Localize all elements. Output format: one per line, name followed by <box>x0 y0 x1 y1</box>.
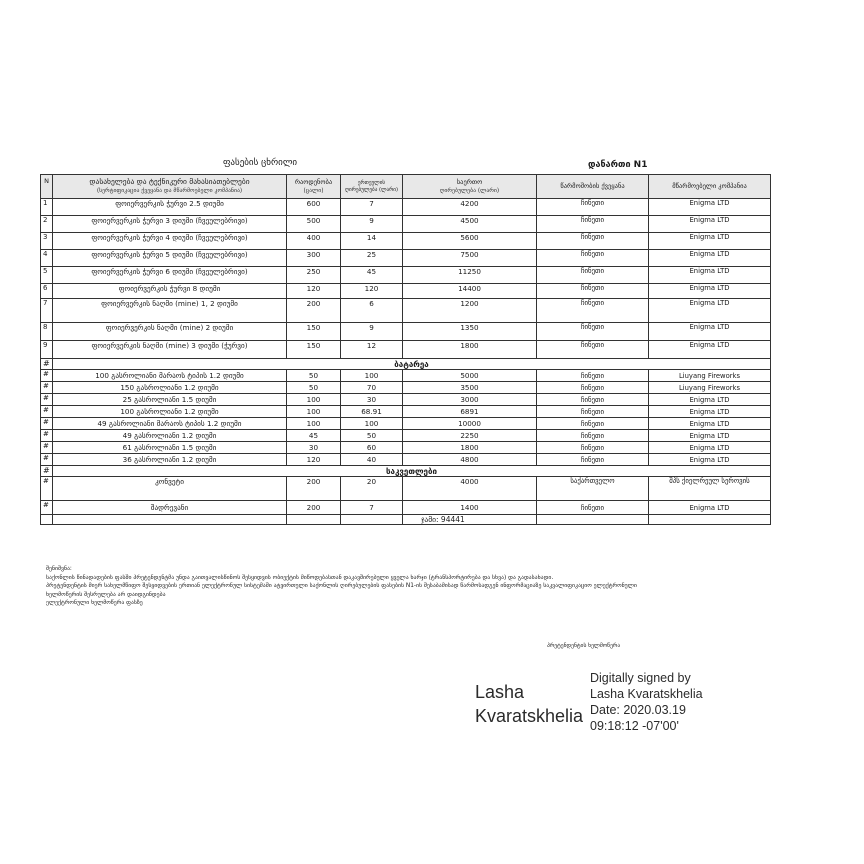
item-description: 61 გასროლიანი 1.5 დიუმი <box>53 442 287 454</box>
item-total-price: 3500 <box>403 382 537 394</box>
item-manufacturer: Enigma LTD <box>649 341 771 359</box>
item-total-price: 5000 <box>403 370 537 382</box>
table-row <box>41 250 771 267</box>
item-manufacturer: Enigma LTD <box>649 406 771 418</box>
notes-block <box>46 565 806 608</box>
item-country: ჩინეთი <box>537 406 649 418</box>
item-total-price: 7500 <box>403 250 537 267</box>
item-description: 49 გასროლიანი მარაოს ტიპის 1.2 დიუმი <box>53 418 287 430</box>
item-unit-price: 60 <box>341 442 403 454</box>
digital-signature-info: Digitally signed by Lasha Kvaratskhelia Date: 2020.03.19 09:18:12 -07'00' <box>590 671 703 733</box>
table-row <box>41 284 771 299</box>
item-quantity: 200 <box>287 477 341 501</box>
item-country: ჩინეთი <box>537 370 649 382</box>
item-unit-price: 7 <box>341 501 403 515</box>
row-number: 5 <box>41 267 53 284</box>
item-total-price: 11250 <box>403 267 537 284</box>
table-group-shells <box>41 199 771 359</box>
item-quantity: 150 <box>287 341 341 359</box>
item-description: ფოიერვერკის ჭურვი 3 დიუმი (ჩვეულებრივი) <box>53 216 287 233</box>
row-number: # <box>41 418 53 430</box>
item-description: 25 გასროლიანი 1.5 დიუმი <box>53 394 287 406</box>
item-quantity: 500 <box>287 216 341 233</box>
item-country: ჩინეთი <box>537 267 649 284</box>
item-quantity: 250 <box>287 267 341 284</box>
item-description: ფოიერვერკის ჭურვი 4 დიუმი (ჩვეულებრივი) <box>53 233 287 250</box>
table-row <box>41 382 771 394</box>
item-unit-price: 100 <box>341 370 403 382</box>
row-number: 9 <box>41 341 53 359</box>
item-quantity: 120 <box>287 284 341 299</box>
item-total-price: 4500 <box>403 216 537 233</box>
item-quantity: 100 <box>287 406 341 418</box>
item-country: ჩინეთი <box>537 199 649 216</box>
item-manufacturer: Enigma LTD <box>649 394 771 406</box>
section-row: # ბატარეა <box>41 359 771 370</box>
item-manufacturer: Enigma LTD <box>649 284 771 299</box>
item-country: ჩინეთი <box>537 233 649 250</box>
price-table <box>40 174 771 525</box>
item-total-price: 1350 <box>403 323 537 341</box>
item-unit-price: 45 <box>341 267 403 284</box>
row-number: 1 <box>41 199 53 216</box>
item-quantity: 120 <box>287 454 341 466</box>
item-unit-price: 12 <box>341 341 403 359</box>
item-country: ჩინეთი <box>537 418 649 430</box>
item-manufacturer: Enigma LTD <box>649 501 771 515</box>
item-unit-price: 9 <box>341 216 403 233</box>
item-total-price: 4000 <box>403 477 537 501</box>
item-quantity: 100 <box>287 394 341 406</box>
item-total-price: 4800 <box>403 454 537 466</box>
item-quantity: 300 <box>287 250 341 267</box>
table-row <box>41 233 771 250</box>
item-description: ფოიერვერკის ნაღმი (mine) 1, 2 დიუმი <box>53 299 287 323</box>
item-country: ჩინეთი <box>537 442 649 454</box>
notes-line: ელექტრონული ხელმოწერა ფასზე <box>46 600 143 607</box>
column-header-n: N <box>41 175 53 199</box>
item-country: ჩინეთი <box>537 284 649 299</box>
item-unit-price: 14 <box>341 233 403 250</box>
item-manufacturer: Enigma LTD <box>649 454 771 466</box>
row-number: 7 <box>41 299 53 323</box>
item-country: ჩინეთი <box>537 250 649 267</box>
item-country: ჩინეთი <box>537 323 649 341</box>
item-description: 100 გასროლიანი მარაოს ტიპის 1.2 დიუმი <box>53 370 287 382</box>
column-header-country: წარმოშობის ქვეყანა <box>537 175 649 199</box>
section-title-batteries: ბატარეა <box>53 359 771 370</box>
table-row <box>41 454 771 466</box>
item-unit-price: 9 <box>341 323 403 341</box>
item-manufacturer: Enigma LTD <box>649 267 771 284</box>
item-total-price: 10000 <box>403 418 537 430</box>
row-number: 8 <box>41 323 53 341</box>
item-total-price: 3000 <box>403 394 537 406</box>
item-unit-price: 30 <box>341 394 403 406</box>
table-row <box>41 477 771 501</box>
item-total-price: 6891 <box>403 406 537 418</box>
item-unit-price: 68.91 <box>341 406 403 418</box>
item-description: ფოიერვერკის ჭურვი 2.5 დიუმი <box>53 199 287 216</box>
grand-total: ჯამი: 94441 <box>403 515 537 525</box>
item-manufacturer: Enigma LTD <box>649 216 771 233</box>
column-header-quantity: რაოდენობა (ცალი) <box>287 175 341 199</box>
row-number: 2 <box>41 216 53 233</box>
row-number: # <box>41 442 53 454</box>
item-country: ჩინეთი <box>537 430 649 442</box>
column-header-unit-price: ერთეულის ღირებულება (ლარი) <box>341 175 403 199</box>
item-total-price: 14400 <box>403 284 537 299</box>
table-row <box>41 418 771 430</box>
row-number: 6 <box>41 284 53 299</box>
row-number: # <box>41 430 53 442</box>
item-country: ჩინეთი <box>537 454 649 466</box>
column-header-total-price: საერთო ღირებულება (ლარი) <box>403 175 537 199</box>
item-manufacturer: Enigma LTD <box>649 323 771 341</box>
item-country: ჩინეთი <box>537 341 649 359</box>
item-total-price: 2250 <box>403 430 537 442</box>
item-description: ფოიერვერკის ნაღმი (mine) 2 დიუმი <box>53 323 287 341</box>
item-quantity: 600 <box>287 199 341 216</box>
item-description: 100 გასროლიანი 1.2 დიუმი <box>53 406 287 418</box>
item-total-price: 1800 <box>403 341 537 359</box>
table-row <box>41 267 771 284</box>
row-number: # <box>41 394 53 406</box>
table-row <box>41 216 771 233</box>
item-country: ჩინეთი <box>537 216 649 233</box>
item-total-price: 1400 <box>403 501 537 515</box>
row-number: # <box>41 477 53 501</box>
table-section-accessories <box>41 466 771 477</box>
column-header-manufacturer: მწარმოებელი კომპანია <box>649 175 771 199</box>
table-group-batteries <box>41 370 771 466</box>
signer-label: პრეტენდენტის ხელმოწერა <box>547 643 621 649</box>
section-row: # საკვეთლები <box>41 466 771 477</box>
item-quantity: 50 <box>287 382 341 394</box>
table-row <box>41 370 771 382</box>
item-unit-price: 50 <box>341 430 403 442</box>
item-quantity: 200 <box>287 299 341 323</box>
item-description: ფოიერვერკის ჭურვი 6 დიუმი (ჩვეულებრივი) <box>53 267 287 284</box>
item-manufacturer: Enigma LTD <box>649 233 771 250</box>
item-unit-price: 6 <box>341 299 403 323</box>
item-description: 150 გასროლიანი 1.2 დიუმი <box>53 382 287 394</box>
item-unit-price: 25 <box>341 250 403 267</box>
table-row <box>41 394 771 406</box>
item-quantity: 50 <box>287 370 341 382</box>
table-header-row <box>41 175 771 199</box>
row-number: # <box>41 501 53 515</box>
item-total-price: 1800 <box>403 442 537 454</box>
table-row <box>41 430 771 442</box>
table-row <box>41 299 771 323</box>
item-total-price: 1200 <box>403 299 537 323</box>
item-country: ჩინეთი <box>537 394 649 406</box>
item-description: ფოიერვერკის ჭურვი 5 დიუმი (ჩვეულებრივი) <box>53 250 287 267</box>
row-number: # <box>41 454 53 466</box>
item-manufacturer: Liuyang Fireworks <box>649 382 771 394</box>
table-row <box>41 341 771 359</box>
item-unit-price: 7 <box>341 199 403 216</box>
item-unit-price: 20 <box>341 477 403 501</box>
row-number: # <box>41 382 53 394</box>
item-description: ფოიერვერკის ჭურვი 8 დიუმი <box>53 284 287 299</box>
table-row <box>41 323 771 341</box>
table-row <box>41 199 771 216</box>
item-quantity: 45 <box>287 430 341 442</box>
item-country: ჩინეთი <box>537 299 649 323</box>
item-manufacturer: Enigma LTD <box>649 199 771 216</box>
annex-label: დანართი N1 <box>588 160 648 170</box>
item-description: კონვეტი <box>53 477 287 501</box>
item-unit-price: 40 <box>341 454 403 466</box>
item-total-price: 4200 <box>403 199 537 216</box>
item-manufacturer: Enigma LTD <box>649 250 771 267</box>
item-description: შადრევანი <box>53 501 287 515</box>
row-number: 3 <box>41 233 53 250</box>
row-number: # <box>41 370 53 382</box>
item-country: ჩინეთი <box>537 382 649 394</box>
signature-name: Lasha Kvaratskhelia <box>475 682 584 726</box>
item-unit-price: 120 <box>341 284 403 299</box>
item-manufacturer: Enigma LTD <box>649 442 771 454</box>
row-number: 4 <box>41 250 53 267</box>
total-row <box>41 515 771 525</box>
table-row <box>41 501 771 515</box>
item-manufacturer: Liuyang Fireworks <box>649 370 771 382</box>
column-header-description: დასახელება და ტექნიკური მახასიათებლები (სერტიფიკაცია ქვეყანა და მწარმოებელი კომპანია) <box>53 175 287 199</box>
item-manufacturer: Enigma LTD <box>649 430 771 442</box>
document-title: ფასების ცხრილი <box>223 158 298 168</box>
item-total-price: 5600 <box>403 233 537 250</box>
item-manufacturer: Enigma LTD <box>649 418 771 430</box>
item-quantity: 150 <box>287 323 341 341</box>
notes-heading: შენიშვნა: <box>46 566 72 572</box>
table-row <box>41 406 771 418</box>
notes-line: პრეტენდენტის მიერ სახელმწიფო შესყიდვების ერთიან ელექტრონულ სისტემაში ატვირთული საქონლის ღირებულების ფასების N1-ის შესაბამისად წარმოსადგენ ინფორმაციაზე საკვალიფიკაციო ელექტრონული <box>46 583 637 590</box>
item-quantity: 200 <box>287 501 341 515</box>
item-country: საქართველო <box>537 477 649 501</box>
item-description: ფოიერვერკის ნაღმი (mine) 3 დიუმი (ჭურვი) <box>53 341 287 359</box>
section-title-accessories: საკვეთლები <box>53 466 771 477</box>
table-group-accessories <box>41 477 771 515</box>
item-quantity: 100 <box>287 418 341 430</box>
item-quantity: 30 <box>287 442 341 454</box>
item-unit-price: 70 <box>341 382 403 394</box>
item-manufacturer: შპს ქიელრეულ სეროვის <box>649 477 771 501</box>
row-number: # <box>41 406 53 418</box>
item-quantity: 400 <box>287 233 341 250</box>
item-manufacturer: Enigma LTD <box>649 299 771 323</box>
item-country: ჩინეთი <box>537 501 649 515</box>
table-row <box>41 442 771 454</box>
item-unit-price: 100 <box>341 418 403 430</box>
item-description: 36 გასროლიანი 1.2 დიუმი <box>53 454 287 466</box>
notes-line: ხელმოწერის შესრულება არ დაიდგინდება <box>46 591 166 598</box>
item-description: 49 გასროლიანი 1.2 დიუმი <box>53 430 287 442</box>
table-section-batteries <box>41 359 771 370</box>
notes-line: საქონლის წინადადების ფასში პრეტენდენტმა უნდა გაითვალისწინოს შესყიდვის ობიექტის მიწოდებასთან დაკავშირებული ყველა ხარჯი (ტრანსპორტირება და სხვა) და გადასახადი. <box>46 574 554 581</box>
